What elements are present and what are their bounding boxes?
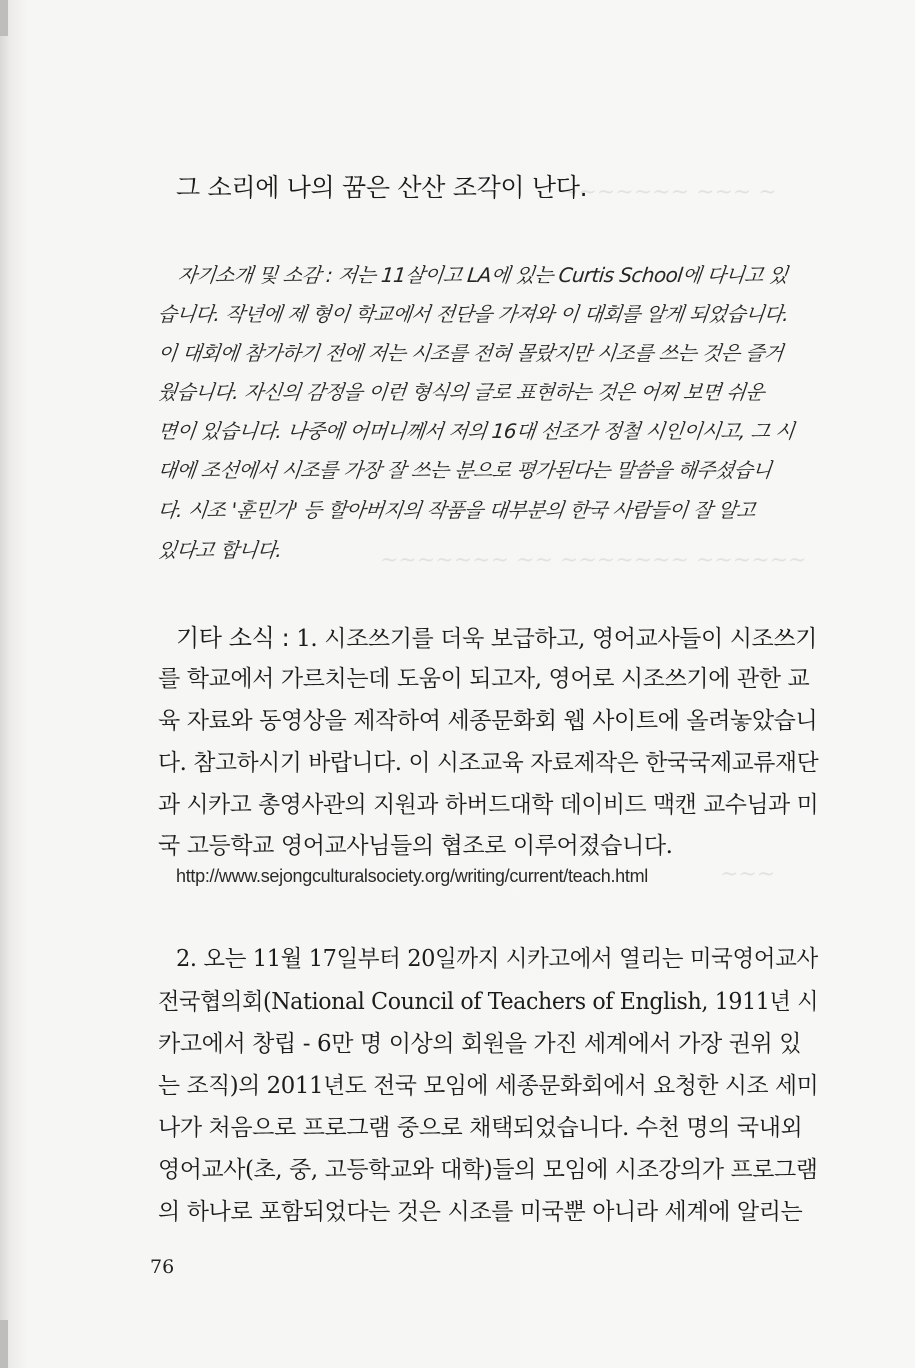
other-news-label: 기타 소식 : [176, 624, 290, 652]
news-line: 의 하나로 포함되었다는 것은 시조를 미국뿐 아니라 세계에 알리는 [158, 1199, 803, 1225]
news-line: 다. 참고하시기 바랍니다. 이 시조교육 자료제작은 한국국제교류재단 [158, 750, 819, 776]
show-through-text: ~~~ [720, 862, 776, 887]
binding-edge [0, 1320, 8, 1368]
show-through-text: ~~~~~~~ ~~ ~~~~~~~ ~~~~~~ [380, 548, 807, 573]
poem-last-line: 그 소리에 나의 꿈은 산산 조각이 난다. [176, 173, 588, 202]
intro-line: 웠습니다. 자신의 감정을 이런 형식의 글로 표현하는 것은 어찌 보면 쉬운 [156, 380, 766, 404]
intro-line: 대에 조선에서 시조를 가장 잘 쓰는 분으로 평가된다는 말씀을 해주셨습니 [156, 458, 773, 482]
intro-line: 습니다. 작년에 제 형이 학교에서 전단을 가져와 이 대회를 알게 되었습니다. [156, 302, 790, 326]
binding-edge [0, 0, 8, 36]
intro-line: 이 대회에 참가하기 전에 저는 시조를 전혀 몰랐지만 시조를 쓰는 것은 즐거 [156, 341, 785, 365]
page-number: 76 [150, 1256, 175, 1278]
news-line [176, 618, 817, 653]
news-line: 전국협의회(National Council of Teachers of English, 1911년 시 [158, 989, 819, 1015]
news-line: 영어교사(초, 중, 고등학교와 대학)들의 모임에 시조강의가 프로그램 [158, 1157, 818, 1183]
show-through-text: ~~~~~~~ ~~~ ~ [560, 180, 777, 205]
intro-line: 자기소개 및 소감 : 저는 11살이고 LA에 있는 Curtis School에 다니고 있 [176, 263, 789, 287]
intro-line: 면이 있습니다. 나중에 어머니께서 저의 16대 선조가 정철 시인이시고, 그 시 [156, 419, 796, 443]
intro-line: 다. 시조 '훈민가' 등 할아버지의 작품을 대부분의 한국 사람들이 잘 알고 [156, 498, 757, 522]
news-line: 는 조직)의 2011년도 전국 모임에 세종문화회에서 요청한 시조 세미 [158, 1073, 819, 1099]
news-line: 국 고등학교 영어교사님들의 협조로 이루어졌습니다. [158, 833, 673, 859]
intro-line: 있다고 합니다. [156, 538, 283, 562]
news-line: 카고에서 창립 - 6만 명 이상의 회원을 가진 세계에서 가장 권위 있 [158, 1031, 802, 1057]
news-item1-first-line: 1. 시조쓰기를 더욱 보급하고, 영어교사들이 시조쓰기 [289, 626, 817, 652]
news-line: 2. 오는 11월 17일부터 20일까지 시카고에서 열리는 미국영어교사 [176, 946, 818, 972]
news-line: 나가 처음으로 프로그램 중으로 채택되었습니다. 수천 명의 국내외 [158, 1115, 803, 1141]
teaching-materials-url: http://www.sejongculturalsociety.org/writing/current/teach.html [176, 866, 648, 886]
news-line: 육 자료와 동영상을 제작하여 세종문화회 웹 사이트에 올려놓았습니 [158, 708, 818, 734]
news-line: 를 학교에서 가르치는데 도움이 되고자, 영어로 시조쓰기에 관한 교 [158, 666, 810, 692]
news-line: 과 시카고 총영사관의 지원과 하버드대학 데이비드 맥캔 교수님과 미 [158, 792, 819, 818]
